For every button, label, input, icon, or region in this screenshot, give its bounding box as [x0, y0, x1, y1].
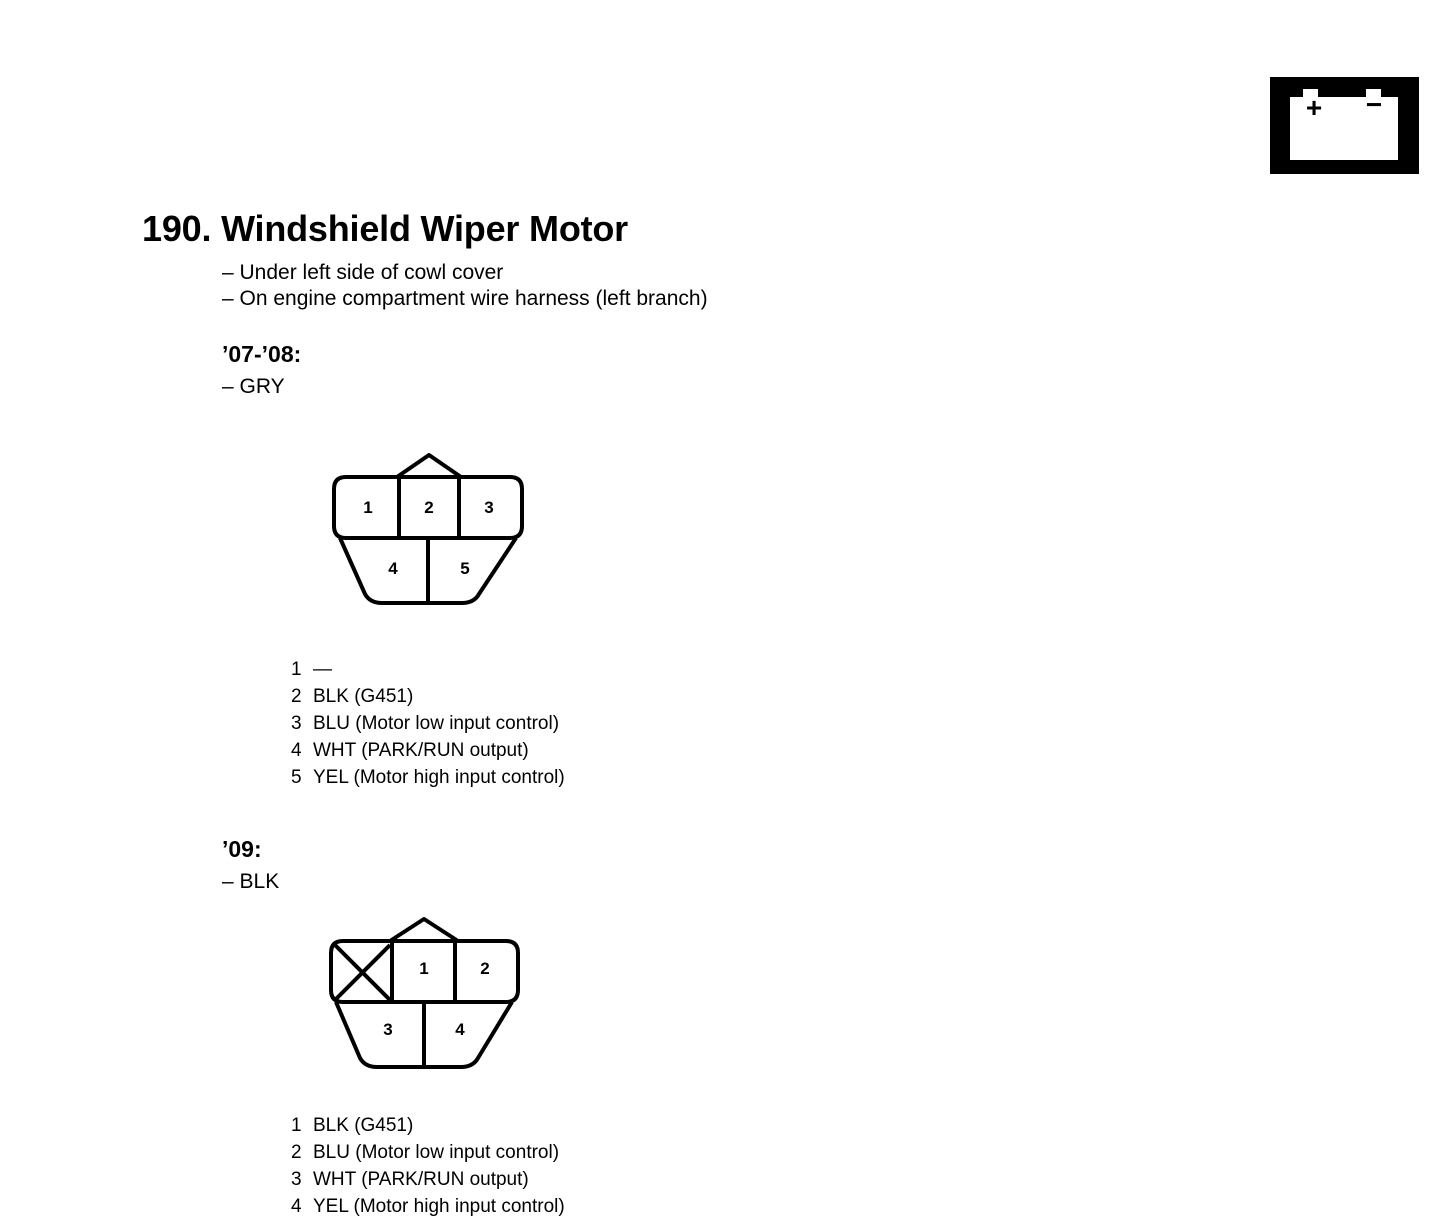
pin-description: YEL (Motor high input control) — [313, 1196, 565, 1217]
pin-number: 4 — [291, 740, 302, 761]
pin-description: BLU (Motor low input control) — [313, 713, 560, 734]
pin-list-09 — [291, 1112, 565, 1220]
list-item — [291, 1193, 565, 1220]
pin-number: 2 — [291, 686, 302, 707]
battery-minus-label: − — [1365, 89, 1383, 120]
list-item — [291, 1112, 565, 1139]
pin-number: 4 — [291, 1196, 302, 1217]
connector-color-0708: – GRY — [222, 375, 285, 398]
list-item — [291, 764, 565, 791]
pin-number: 1 — [291, 659, 302, 680]
connector-diagram-09 — [326, 914, 526, 1074]
pin-label: 2 — [424, 498, 434, 517]
pin-label: 5 — [460, 559, 470, 578]
pin-number: 5 — [291, 767, 302, 788]
pin-description: BLU (Motor low input control) — [313, 1142, 560, 1163]
pin-label: 3 — [484, 498, 494, 517]
pin-number: 3 — [291, 713, 302, 734]
pin-label: 3 — [383, 1020, 393, 1039]
pin-description: BLK (G451) — [313, 686, 414, 707]
pin-description: WHT (PARK/RUN output) — [313, 740, 529, 761]
list-item — [291, 1139, 565, 1166]
pin-number: 2 — [291, 1142, 302, 1163]
pin-label: 1 — [363, 498, 373, 517]
pin-description: — — [313, 659, 332, 680]
battery-icon — [1270, 77, 1419, 174]
pin-description: YEL (Motor high input control) — [313, 767, 565, 788]
list-item — [291, 1166, 565, 1193]
connector-diagram-0708 — [330, 450, 530, 610]
location-line-2: – On engine compartment wire harness (left branch) — [222, 287, 708, 310]
section-heading-0708: ’07-’08: — [222, 341, 302, 367]
pin-description: BLK (G451) — [313, 1115, 414, 1136]
list-item — [291, 737, 565, 764]
pin-label: 2 — [480, 959, 490, 978]
pin-number: 1 — [291, 1115, 302, 1136]
pin-label: 1 — [419, 959, 429, 978]
pin-label: 4 — [455, 1020, 465, 1039]
connector-color-09: – BLK — [222, 870, 280, 893]
section-heading-09: ’09: — [222, 836, 262, 862]
pin-list-0708 — [291, 656, 565, 791]
pin-description: WHT (PARK/RUN output) — [313, 1169, 529, 1190]
page-title: 190. Windshield Wiper Motor — [142, 208, 628, 249]
list-item — [291, 683, 565, 710]
list-item — [291, 656, 565, 683]
list-item — [291, 710, 565, 737]
location-line-1: – Under left side of cowl cover — [222, 261, 504, 284]
pin-label: 4 — [388, 559, 398, 578]
battery-plus-label: + — [1305, 92, 1323, 123]
pin-number: 3 — [291, 1169, 302, 1190]
